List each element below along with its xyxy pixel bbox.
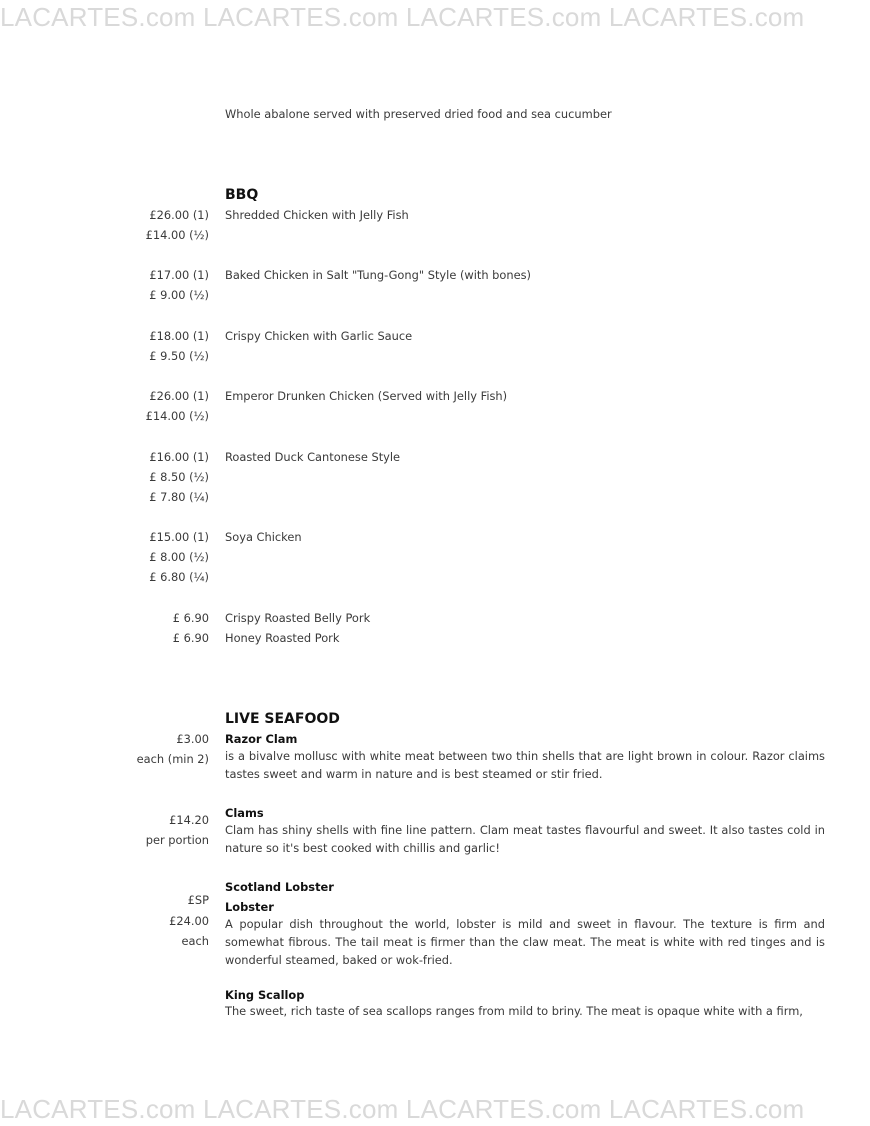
watermark-bottom: LACARTES.com LACARTES.com LACARTES.com LACARTES.com: [0, 1094, 805, 1124]
item-price: £ 6.90: [172, 631, 209, 645]
item-name: Crispy Roasted Belly Pork: [225, 611, 371, 625]
item-description: Clam has shiny shells with fine line pattern. Clam meat tastes flavourful and sweet. It also tastes cold in nature so it's best cooked with chillis and garlic!: [225, 823, 825, 855]
item-price: £14.00 (½): [145, 228, 209, 242]
item-name: King Scallop: [225, 988, 305, 1002]
item-price: £26.00 (1): [149, 208, 209, 222]
section-heading-bbq: BBQ: [225, 187, 259, 203]
item-name: Scotland Lobster: [225, 880, 334, 894]
item-name: Roasted Duck Cantonese Style: [225, 450, 401, 464]
item-price: £26.00 (1): [149, 389, 209, 403]
item-name: Shredded Chicken with Jelly Fish: [225, 208, 409, 222]
item-price: £14.00 (½): [145, 409, 209, 423]
item-price: £ 6.80 (¼): [149, 570, 209, 584]
item-description: The sweet, rich taste of sea scallops ranges from mild to briny. The meat is opaque white with a firm,: [225, 1004, 803, 1018]
item-price: £ 6.90: [172, 611, 209, 625]
item-price: £17.00 (1): [149, 268, 209, 282]
item-price: £14.20: [169, 813, 209, 827]
item-name: Emperor Drunken Chicken (Served with Jelly Fish): [225, 389, 508, 403]
item-price: £15.00 (1): [149, 530, 209, 544]
item-name: Baked Chicken in Salt "Tung-Gong" Style (with bones): [225, 268, 531, 282]
item-name: Clams: [225, 806, 264, 820]
item-price: £ 9.00 (½): [149, 288, 209, 302]
item-name: Crispy Chicken with Garlic Sauce: [225, 329, 413, 343]
item-name: Soya Chicken: [225, 530, 302, 544]
item-price: £3.00: [176, 732, 209, 746]
item-subname: Lobster: [225, 900, 274, 914]
item-price-note: each (min 2): [136, 752, 209, 766]
item-price: £SP: [187, 893, 209, 907]
item-description: A popular dish throughout the world, lobster is mild and sweet in flavour. The texture is firm and somewhat fibrous. The tail meat is firmer than the claw meat. The meat is white with red tinges and is wonderful steamed, baked or wok-fried.: [225, 917, 825, 967]
item-price-note: each: [181, 934, 209, 948]
item-name: Razor Clam: [225, 732, 298, 746]
item-price: £24.00: [169, 914, 209, 928]
item-name: Honey Roasted Pork: [225, 631, 340, 645]
watermark-top: LACARTES.com LACARTES.com LACARTES.com LACARTES.com: [0, 2, 805, 32]
item-price: £18.00 (1): [149, 329, 209, 343]
item-price-note: per portion: [145, 833, 209, 847]
section-heading-live-seafood: LIVE SEAFOOD: [225, 711, 340, 727]
item-price: £ 8.00 (½): [149, 550, 209, 564]
item-price: £ 7.80 (¼): [149, 490, 209, 504]
item-price: £ 9.50 (½): [149, 349, 209, 363]
item-price: £16.00 (1): [149, 450, 209, 464]
intro-text: Whole abalone served with preserved dried food and sea cucumber: [225, 107, 612, 121]
item-price: £ 8.50 (½): [149, 470, 209, 484]
item-description: is a bivalve mollusc with white meat between two thin shells that are light brown in colour. Razor claims tastes sweet and warm in nature and is best steamed or stir fried.: [225, 749, 825, 781]
